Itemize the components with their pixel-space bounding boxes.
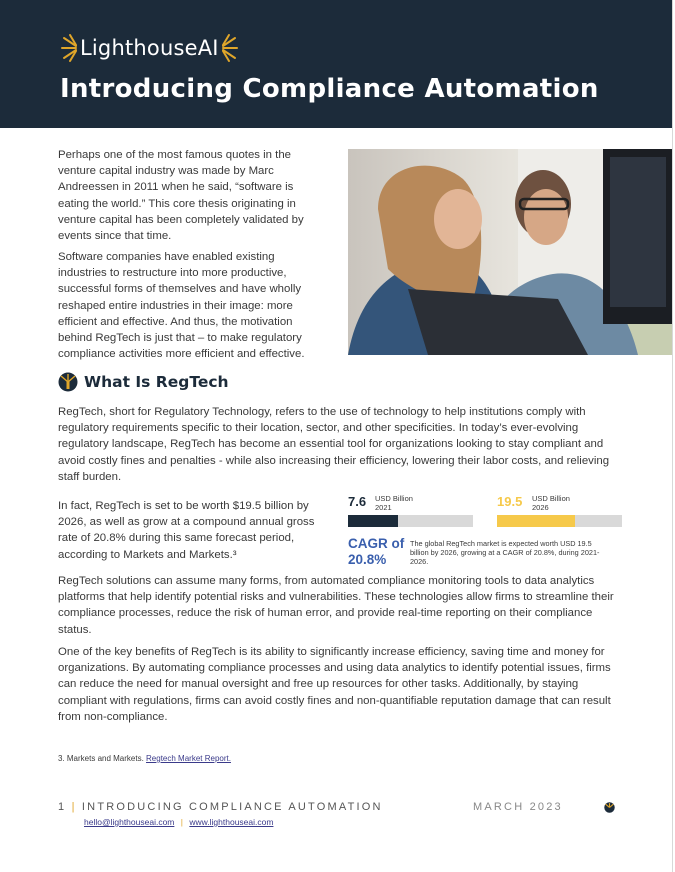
footer-date: MARCH 2023 [473, 801, 563, 813]
footer-title-row [58, 801, 383, 813]
lighthouse-footer-icon [604, 802, 615, 813]
lighthouse-rays-left-icon [60, 33, 78, 63]
page-number: 1 [58, 801, 67, 813]
stat-unit: USD Billion 2021 [375, 494, 413, 512]
cagr-callout: CAGR of 20.8% [348, 536, 405, 567]
footer-title: INTRODUCING COMPLIANCE AUTOMATION [81, 801, 383, 813]
section-paragraph-3: RegTech solutions can assume many forms, from automated compliance monitoring tools to data analytics platforms that help identify potential risks and vulnerabilities. These technologies allow firms to streamline their compliance processes, reduce the risk of human error, and provide real-time reporting on their compliance status. [58, 575, 614, 636]
intro-paragraph-2: Software companies have enabled existing industries to restructure into more productive, successful forms of themselves and have wholly reshaped entire industries in their image: more efficient and effective. And thus, the motivation behind RegTech is just that – to make regulatory compliance activities more efficient and effective. [58, 251, 305, 361]
stat-bar [497, 515, 622, 527]
stat-value: 19.5 [497, 494, 523, 509]
cagr-note: The global RegTech market is expected worth USD 19.5 billion by 2026, growing at a CAGR of 20.8%, during 2021-2026. [410, 539, 600, 566]
section-paragraph-2: In fact, RegTech is set to be worth $19.5 billion by 2026, as well as grow at a compound annual gross rate of 20.8% during this same forecast period, according to Markets and Markets.³ [58, 500, 315, 561]
stat-unit: USD Billion 2026 [532, 494, 570, 512]
stat-value: 7.6 [348, 494, 367, 509]
footnote-link[interactable]: Regtech Market Report. [146, 754, 231, 763]
stat-bar [348, 515, 473, 527]
stat-bar-fill [497, 515, 575, 527]
section-paragraph-4: One of the key benefits of RegTech is its ability to significantly increase efficiency, saving time and money for organizations. By automating compliance processes and using data analytics to identify potential issues, firms can reduce the need for manual oversight and free up resources for other tasks. Additionally, by staying compliant with regulations, firms can avoid costly fines and non-quantifiable reputation damage that can result from non-compliance. [58, 646, 611, 723]
page-title: Introducing Compliance Automation [60, 74, 599, 104]
logo-text: LighthouseAI [80, 36, 219, 60]
photo-two-people-at-computer [348, 149, 672, 355]
section-heading [58, 372, 229, 392]
website-link[interactable]: www.lighthouseai.com [189, 817, 274, 827]
lighthouse-badge-icon [58, 372, 78, 392]
intro-paragraph-1: Perhaps one of the most famous quotes in the venture capital industry was made by Marc Andreessen in 2011 when he said, “software is eating the world.” This core thesis originating in venture capital has been completely validated by events since that time. [58, 149, 304, 243]
footnote: 3. Markets and Markets. Regtech Market Report. [58, 754, 231, 763]
page-edge [672, 0, 673, 872]
stat-bar-fill [348, 515, 398, 527]
footer-links: hello@lighthouseai.com | www.lighthouseai.com [84, 817, 274, 827]
footer-separator: | [71, 801, 77, 813]
section-paragraph-1: RegTech, short for Regulatory Technology, refers to the use of technology to help institutions comply with regulatory requirements specific to their location, sector, and other specificities. In today’s ever-evolving regulatory landscape, RegTech has become an essential tool for organizations looking to stay compliant and avoid costly fines and penalties - while also increasing their efficiency, lowering their labor costs, and relieving staff burden. [58, 406, 610, 483]
header-banner [0, 0, 672, 128]
email-link[interactable]: hello@lighthouseai.com [84, 817, 175, 827]
lighthouse-rays-right-icon [221, 33, 239, 63]
logo [60, 32, 239, 64]
section-heading-text: What Is RegTech [84, 373, 229, 391]
